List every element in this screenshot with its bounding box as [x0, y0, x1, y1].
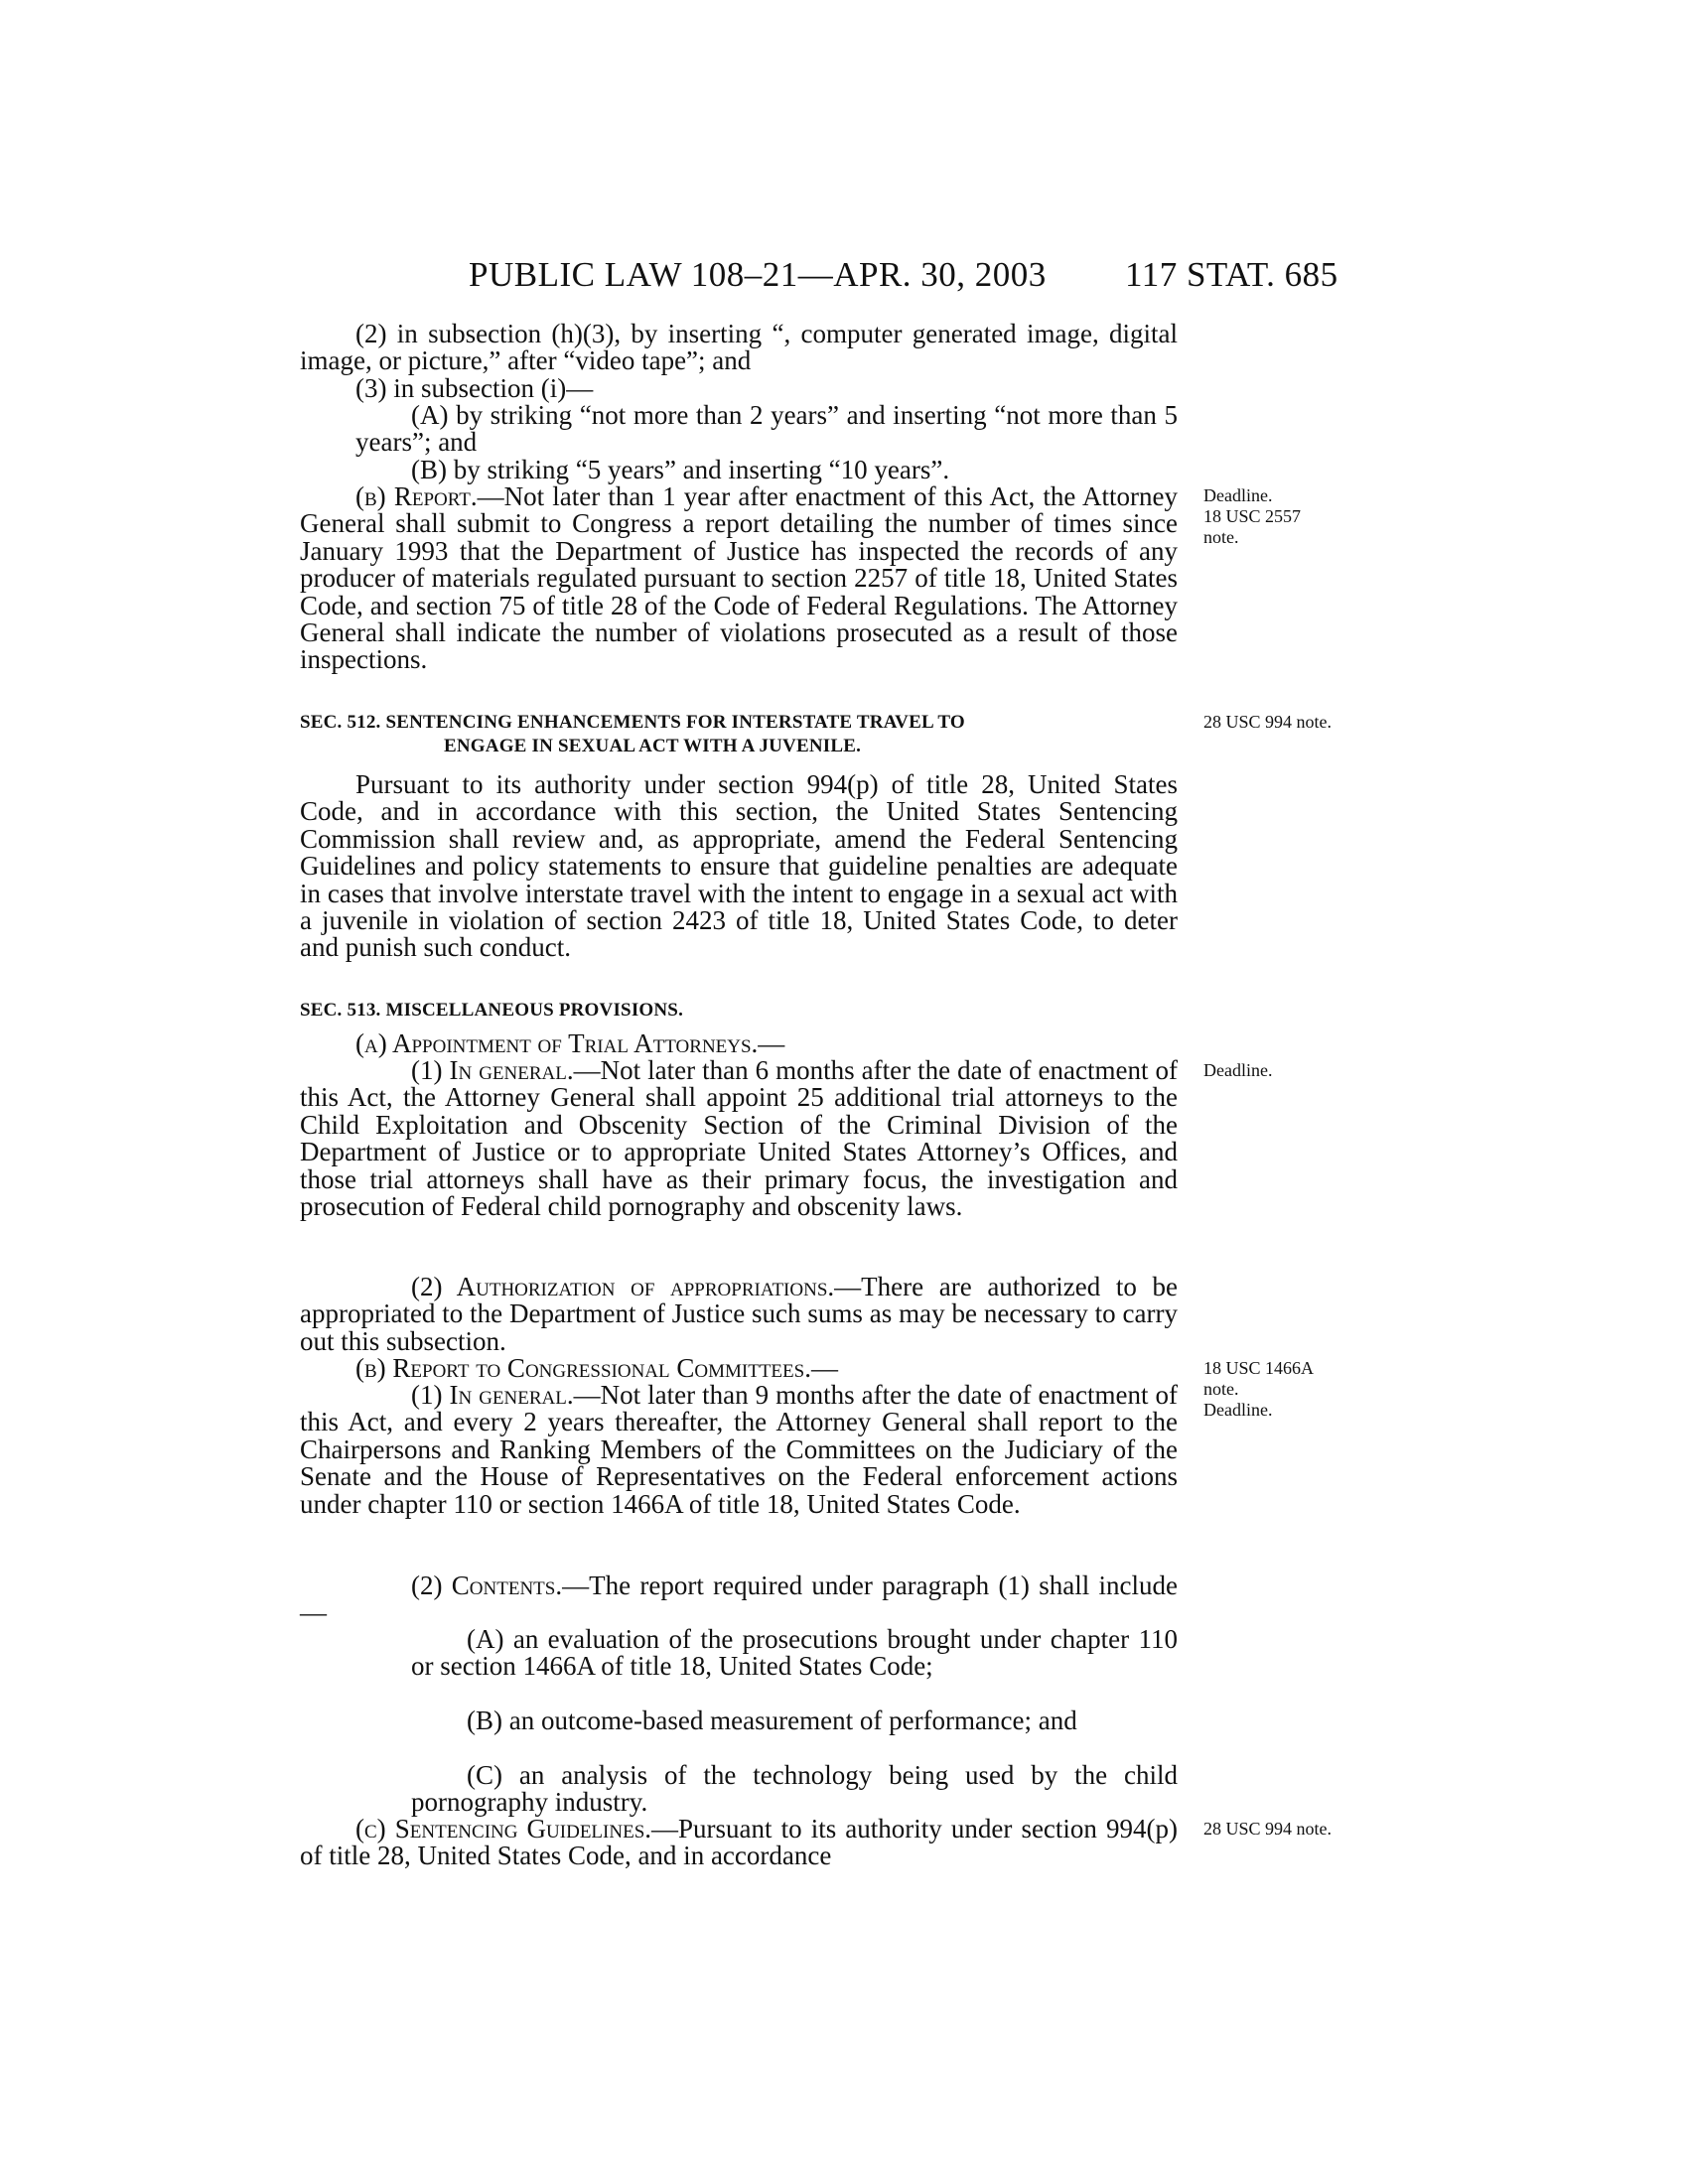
subsection-a-label: (a) Appointment of Trial Attorneys.—: [355, 1028, 785, 1058]
paragraph-a2: [300, 1274, 1178, 1355]
margin-note-1466a: 18 USC 1466A note. Deadline.: [1203, 1358, 1315, 1420]
margin-note-deadline: Deadline.: [1203, 1060, 1273, 1080]
paragraph-a1-text: —Not later than 6 months after the date of enactment of this Act, the Attorney General shall appoint 25 additional trial attorneys to the Child Exploitation and Obscenity Section of the Criminal Division of the Department of Justice or to appropriate United States Attorney’s Offices, and those trial attorneys shall have as their primary focus, the investigation and prosecution of Federal child pornography and obscenity laws.: [300, 1055, 1178, 1222]
sec-512-text: Pursuant to its authority under section 994(p) of title 28, United States Code, and in accordance with this section, the United States Sentencing Commission shall review and, as appropriate, amend the Federal Sentencing Guidelines and policy statements to ensure that guideline penalties are adequate in cases that involve interstate travel with the intent to engage in a sexual act with a juvenile in violation of section 2423 of title 18, United States Code, to deter and punish such conduct.: [300, 769, 1178, 963]
margin-note-994-b: 28 USC 994 note.: [1203, 1819, 1333, 1839]
running-head: PUBLIC LAW 108–21—APR. 30, 2003: [469, 255, 1047, 294]
paragraph-h3: (2) in subsection (h)(3), by inserting “, computer generated image, digital image, or picture,” after “video tape”; and: [300, 319, 1178, 376]
subsection-c-text: —Pursuant to its authority under section 994(p) of title 28, United States Code, and in accordance: [300, 1814, 1178, 1871]
subsection-b-label: (b) Report.: [355, 481, 478, 511]
subsection-b-report: [300, 483, 1178, 674]
paragraph-b1: [300, 1382, 1178, 1518]
paragraph-b2-label: (2) Contents.: [411, 1570, 563, 1600]
subsection-c: [300, 1816, 1178, 1870]
paragraph-a2-text: —There are authorized to be appropriated to the Department of Justice such sums as may be necessary to carry out this subsection.: [300, 1272, 1178, 1356]
statute-page-number: 117 STAT. 685: [1125, 255, 1338, 294]
paragraph-b2-A: (A) an evaluation of the prosecutions brought under chapter 110 or section 1466A of title 18, United States Code;: [411, 1624, 1178, 1682]
margin-note-deadline-2557: Deadline. 18 USC 2557 note.: [1203, 485, 1302, 547]
sec-512-heading-line2: ENGAGE IN SEXUAL ACT WITH A JUVENILE.: [444, 736, 862, 756]
paragraph-i-A: (A) by striking “not more than 2 years” and inserting “not more than 5 years”; and: [355, 400, 1178, 458]
paragraph-a1: [300, 1057, 1178, 1220]
sec-513-heading: SEC. 513. MISCELLANEOUS PROVISIONS.: [300, 1000, 684, 1021]
margin-note-994-a: 28 USC 994 note.: [1203, 712, 1333, 732]
paragraph-i: (3) in subsection (i)—: [355, 373, 594, 403]
paragraph-b1-text: —Not later than 9 months after the date of enactment of this Act, and every 2 years thereafter, the Attorney General shall report to the Chairpersons and Ranking Members of the Committees on the Judiciary of the Senate and the House of Representatives on the Federal enforcement actions under chapter 110 or section 1466A of title 18, United States Code.: [300, 1380, 1178, 1519]
sec-512-heading: [300, 711, 1184, 758]
paragraph-b2: [300, 1572, 1178, 1627]
paragraph-b2-text: —The report required under paragraph (1) shall include—: [300, 1570, 1178, 1628]
paragraph-b2-C: (C) an analysis of the technology being used by the child pornography industry.: [411, 1760, 1178, 1818]
paragraph-i-B: (B) by striking “5 years” and inserting “10 years”.: [411, 455, 950, 484]
paragraph-b1-label: (1) In general.: [411, 1380, 574, 1410]
paragraph-b2-B: (B) an outcome-based measurement of performance; and: [467, 1706, 1077, 1735]
subsection-b2-label: (b) Report to Congressional Committees.—: [355, 1353, 838, 1383]
paragraph-a2-label: (2) Authorization of appropriations.: [411, 1272, 835, 1301]
paragraph-a1-label: (1) In general.: [411, 1055, 574, 1085]
sec-512-heading-line1: SEC. 512. SENTENCING ENHANCEMENTS FOR INTERSTATE TRAVEL TO: [300, 712, 965, 733]
subsection-c-label: (c) Sentencing Guidelines.: [355, 1814, 652, 1843]
subsection-b-text: —Not later than 1 year after enactment of this Act, the Attorney General shall submit to Congress a report detailing the number of times since January 1993 that the Department of Justice has inspected the records of any producer of materials regulated pursuant to section 2257 of title 18, United States Code, and section 75 of title 28 of the Code of Federal Regulations. The Attorney General shall indicate the number of violations prosecuted as a result of those inspections.: [300, 481, 1179, 675]
